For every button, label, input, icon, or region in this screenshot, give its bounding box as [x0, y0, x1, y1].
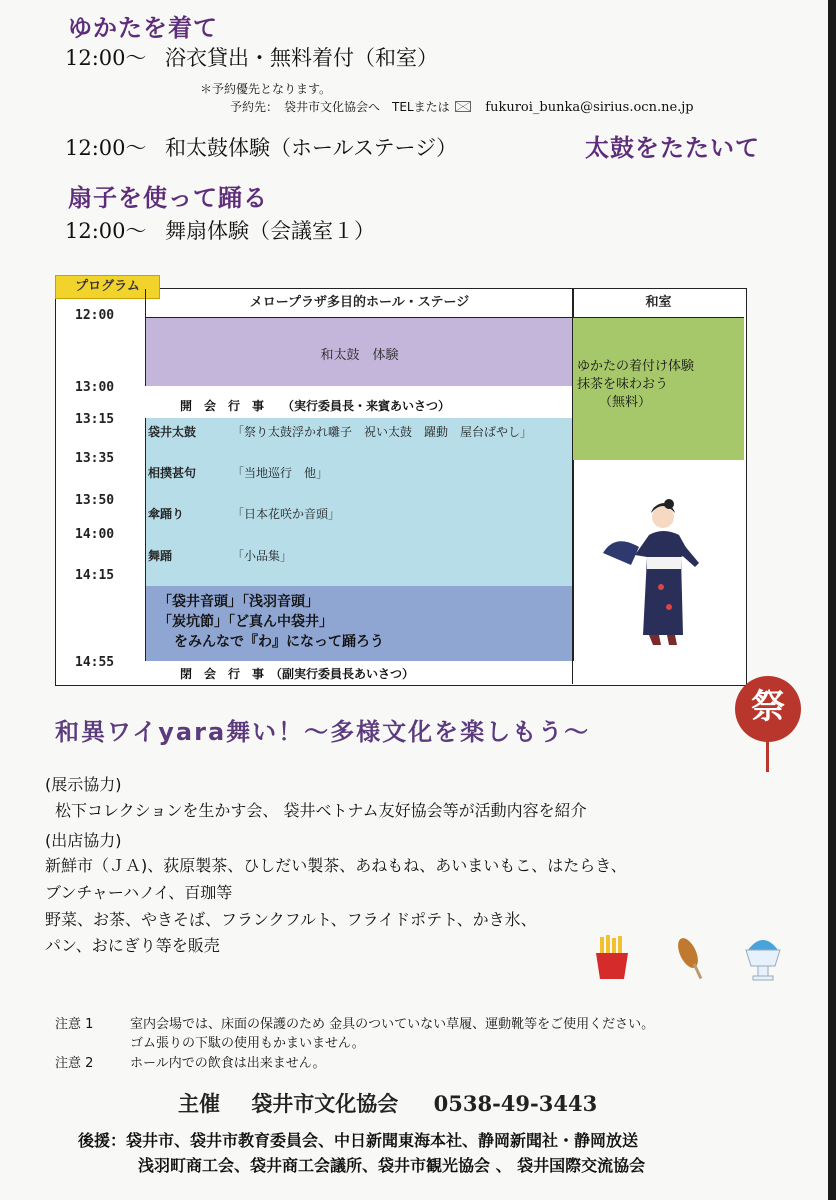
row-text-fukuroi-taiko: 「祭り太鼓浮かれ囃子 祝い太鼓 躍動 屋台ばやし」 — [232, 425, 533, 439]
organizer-name: 袋井市文化協会 — [251, 1091, 399, 1116]
caution-1-label: 注意 1 — [55, 1017, 94, 1032]
row-text-kasa-odori: 「日本花咲か音頭」 — [232, 507, 341, 521]
caution-1-text2: ゴム張りの下駄の使用もかまいません。 — [130, 1036, 365, 1051]
caution-2-label: 注意 2 — [55, 1056, 94, 1071]
washitsu-line1: ゆかたの着付け体験 — [577, 359, 695, 374]
column-divider — [572, 288, 573, 684]
washitsu-line2: 抹茶を味わおう — [577, 377, 669, 392]
mail-icon — [455, 101, 471, 112]
taiko-event: 和太鼓体験（ホールステージ） — [165, 136, 458, 160]
fan-heading: 扇子を使って踊る — [68, 184, 268, 212]
header-hall: メロープラザ多目的ホール・ステージ — [145, 289, 574, 318]
washitsu-text — [577, 358, 694, 412]
washitsu-line3: （無料） — [599, 395, 652, 410]
reservation-note: ＊予約優先となります。 — [200, 82, 332, 96]
time-1415: 14:15 — [75, 568, 115, 583]
reservation-contact — [230, 98, 694, 115]
taiko-schedule — [65, 132, 457, 162]
wadaiko-text: 和太鼓 体験 — [320, 348, 399, 363]
time-1350: 13:50 — [75, 493, 115, 508]
french-fries-icon — [592, 935, 632, 981]
exhibit-title: (展示協力) — [45, 775, 122, 794]
caution-1-text: 室内会場では、床面の保護のため 金具のついていない草履、運動靴等をご使用ください。 — [130, 1017, 655, 1032]
time-1335: 13:35 — [75, 451, 115, 466]
yukata-heading: ゆかたを着て — [68, 14, 218, 42]
bon-odori-line1: 「袋井音頭」「浅羽音頭」 — [158, 594, 319, 610]
fan-schedule — [65, 215, 375, 245]
bon-odori-text — [158, 592, 384, 652]
bon-odori-line2: 「炭坑節」「ど真ん中袋井」 — [158, 614, 333, 630]
bon-odori-line3: をみんなで『わ』になって踊ろう — [174, 634, 384, 650]
event-banner: 和異ワイyara舞い！〜多様文化を楽しもう〜 — [55, 718, 591, 746]
support-line1: 後援：袋井市、袋井市教育委員会、中日新聞東海本社、静岡新聞社・静岡放送 — [78, 1131, 639, 1150]
stalls-line2: ブンチャーハノイ、百珈等 — [45, 883, 233, 902]
row-label-fukuroi-taiko: 袋井太鼓 — [148, 425, 197, 439]
shaved-ice-icon — [742, 930, 784, 982]
support-line2: 浅羽町商工会、袋井商工会議所、袋井市観光協会 、 袋井国際交流協会 — [138, 1156, 646, 1175]
matsuri-badge: 祭 — [735, 676, 801, 742]
matsuri-badge-handle — [766, 740, 769, 772]
header-washitsu: 和室 — [573, 289, 744, 318]
stalls-line3: 野菜、お茶、やきそば、フランクフルト、フライドポテト、かき氷、 — [45, 910, 537, 929]
exhibit-text: 松下コレクションを生かす会、 袋井ベトナム友好協会等が活動内容を紹介 — [55, 801, 587, 820]
caution-2-text: ホール内での飲食は出来ません。 — [130, 1056, 326, 1071]
organizer-label: 主催 — [178, 1091, 220, 1116]
washitsu-block — [573, 318, 744, 460]
row-label-buyo: 舞踊 — [148, 549, 173, 563]
time-1315: 13:15 — [75, 412, 115, 427]
opening-ceremony: 開 会 行 事 （実行委員長・来賓あいさつ） — [180, 399, 451, 413]
row-text-buyo: 「小品集」 — [232, 549, 293, 563]
fan-event: 舞扇体験（会議室１） — [165, 219, 375, 243]
row-label-sumo-jinku: 相撲甚句 — [148, 466, 197, 480]
stalls-title: (出店協力) — [45, 831, 122, 850]
time-1200: 12:00 — [75, 308, 115, 323]
stalls-line4: パン、おにぎり等を販売 — [45, 936, 220, 955]
time-1455: 14:55 — [75, 655, 115, 670]
yukata-event: 浴衣貸出・無料着付（和室） — [165, 46, 438, 70]
program-label: プログラム — [55, 275, 160, 299]
stalls-line1: 新鮮市（ＪＡ)、荻原製茶、ひしだい製茶、あねもね、あいまいもこ、はたらき、 — [45, 856, 627, 875]
reservation-contact-text: 予約先： 袋井市文化協会へ TELまたは — [230, 100, 450, 114]
taiko-heading: 太鼓をたたいて — [585, 134, 760, 162]
wadaiko-block — [145, 318, 574, 386]
organizer-phone[interactable]: 0538-49-3443 — [433, 1091, 598, 1116]
folding-fan-icon — [603, 541, 639, 565]
yukata-time: 12:00～ — [65, 46, 147, 70]
organizer — [178, 1088, 597, 1118]
yukata-schedule — [65, 42, 438, 72]
row-label-kasa-odori: 傘踊り — [148, 507, 185, 521]
time-1400: 14:00 — [75, 527, 115, 542]
kimono-dancer-illustration — [595, 495, 715, 655]
time-1300: 13:00 — [75, 380, 115, 395]
row-text-sumo-jinku: 「当地巡行 他」 — [232, 466, 329, 480]
taiko-time: 12:00～ — [65, 136, 147, 160]
performance-block — [145, 418, 574, 586]
fan-time: 12:00～ — [65, 219, 147, 243]
closing-ceremony: 閉 会 行 事 （副実行委員長あいさつ） — [180, 667, 415, 681]
reservation-email[interactable]: fukuroi_bunka@sirius.ocn.ne.jp — [485, 100, 694, 115]
corn-dog-icon — [668, 935, 712, 981]
bon-odori-block — [145, 586, 574, 661]
